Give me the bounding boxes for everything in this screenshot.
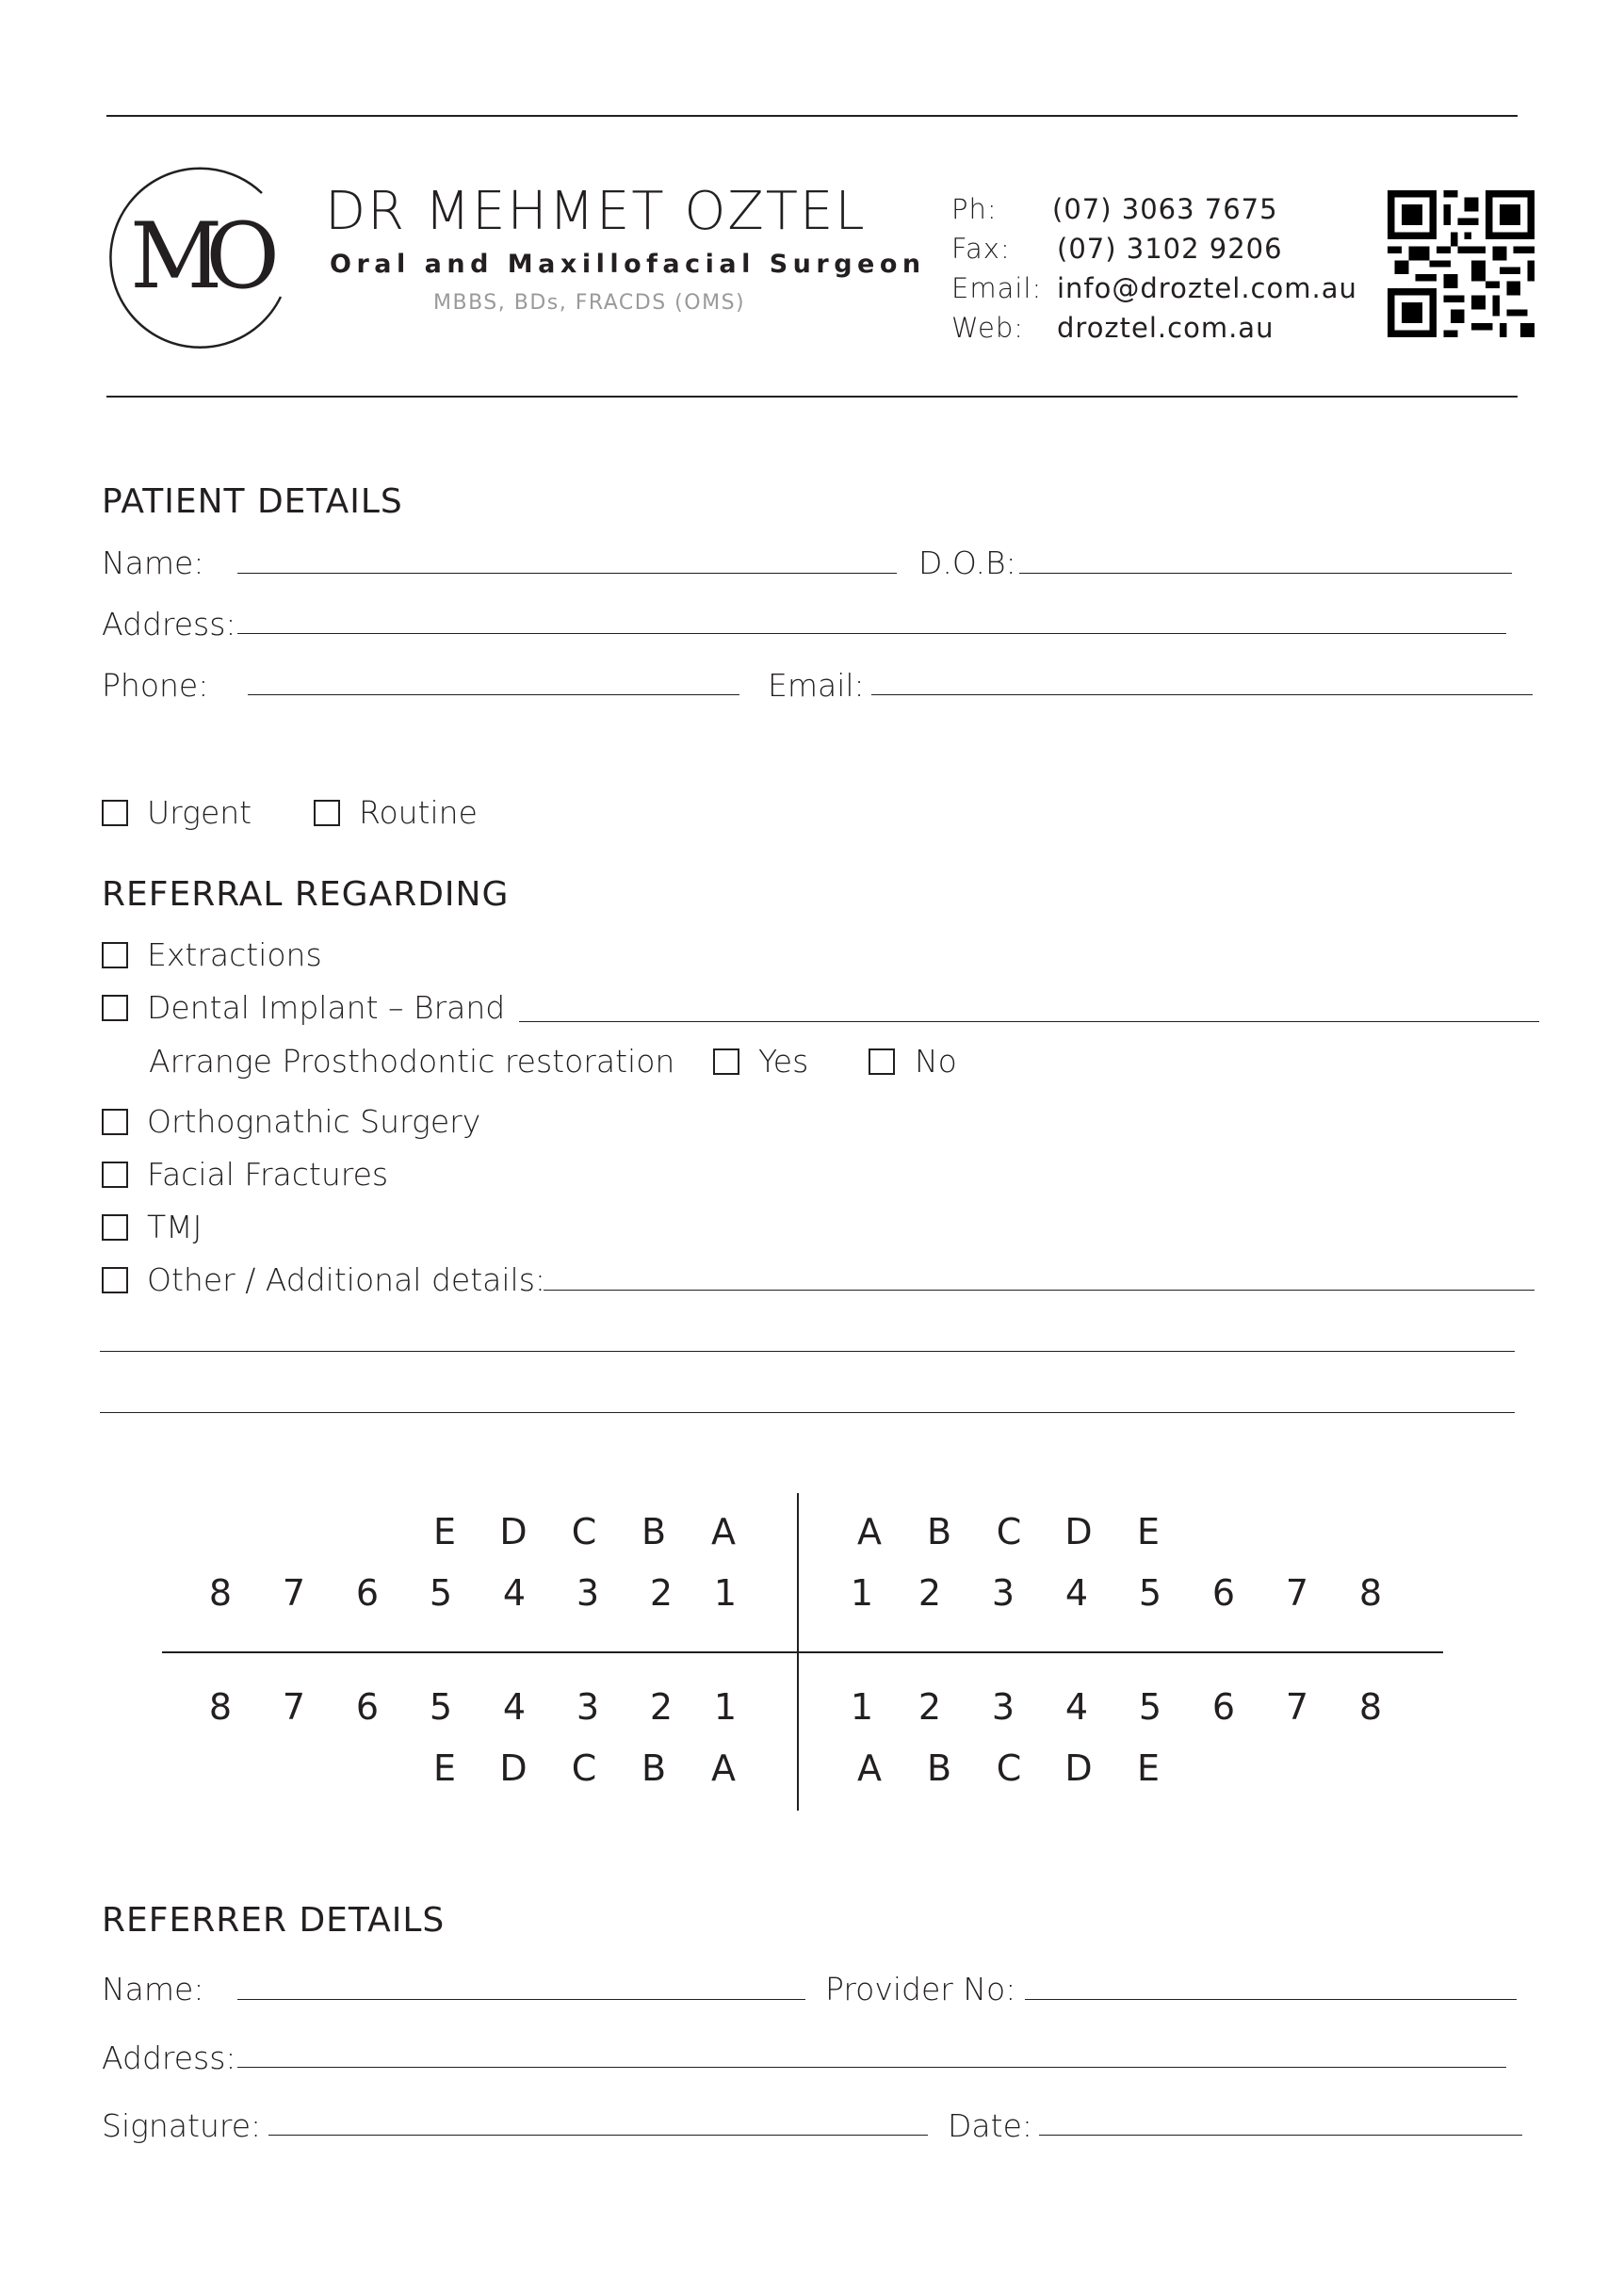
referrer-address-label: Address: bbox=[102, 2039, 236, 2076]
web-label: Web: bbox=[951, 312, 1024, 344]
tooth-label[interactable]: 4 bbox=[502, 1572, 527, 1614]
patient-details-title: PATIENT DETAILS bbox=[102, 482, 403, 521]
signature-label: Signature: bbox=[102, 2107, 262, 2144]
tooth-label[interactable]: 3 bbox=[576, 1686, 600, 1728]
tooth-label[interactable]: 1 bbox=[850, 1686, 874, 1728]
tooth-label[interactable]: 4 bbox=[502, 1686, 527, 1728]
facial-fractures-checkbox[interactable] bbox=[102, 1162, 128, 1188]
date-field[interactable] bbox=[1039, 2135, 1522, 2136]
tooth-label[interactable]: 7 bbox=[282, 1686, 306, 1728]
tooth-label[interactable]: A bbox=[857, 1747, 882, 1789]
tooth-label[interactable]: 6 bbox=[1211, 1572, 1236, 1614]
prosthodontic-yes-checkbox[interactable] bbox=[713, 1048, 739, 1075]
chart-vertical-axis bbox=[797, 1493, 799, 1811]
tooth-label[interactable]: C bbox=[996, 1511, 1022, 1552]
provider-number-label: Provider No: bbox=[825, 1971, 1016, 2007]
signature-field[interactable] bbox=[268, 2135, 928, 2136]
patient-dob-label: D.O.B: bbox=[918, 544, 1016, 581]
tooth-label[interactable]: 6 bbox=[355, 1572, 380, 1614]
tooth-label[interactable]: 7 bbox=[1285, 1686, 1309, 1728]
tooth-label[interactable]: 8 bbox=[1358, 1686, 1383, 1728]
tooth-label[interactable]: 8 bbox=[208, 1572, 233, 1614]
tooth-label[interactable]: D bbox=[1064, 1747, 1093, 1789]
patient-name-label: Name: bbox=[102, 544, 204, 581]
tooth-label[interactable]: 7 bbox=[282, 1572, 306, 1614]
specialty: Oral and Maxillofacial Surgeon bbox=[330, 250, 926, 279]
fax-label: Fax: bbox=[951, 233, 1011, 265]
header-top-rule bbox=[106, 115, 1518, 117]
implant-brand-field[interactable] bbox=[519, 1021, 1539, 1022]
patient-address-label: Address: bbox=[102, 606, 236, 642]
tooth-label[interactable]: 6 bbox=[355, 1686, 380, 1728]
tooth-label[interactable]: 2 bbox=[918, 1686, 942, 1728]
tooth-label[interactable]: B bbox=[926, 1747, 952, 1789]
header-bottom-rule bbox=[106, 396, 1518, 398]
chart-horizontal-axis bbox=[162, 1651, 1443, 1653]
email-value: info@droztel.com.au bbox=[1057, 272, 1357, 304]
tooth-label[interactable]: 5 bbox=[429, 1686, 453, 1728]
patient-email-label: Email: bbox=[768, 667, 865, 704]
patient-email-field[interactable] bbox=[871, 694, 1533, 695]
prosthodontic-no-checkbox[interactable] bbox=[869, 1048, 895, 1075]
tooth-label[interactable]: 5 bbox=[1138, 1686, 1162, 1728]
routine-label: Routine bbox=[359, 794, 478, 831]
tooth-label[interactable]: 2 bbox=[918, 1572, 942, 1614]
tooth-label[interactable]: C bbox=[571, 1747, 597, 1789]
doctor-name: DR MEHMET OZTEL bbox=[325, 181, 867, 242]
fax-value: (07) 3102 9206 bbox=[1057, 233, 1283, 265]
prosthodontic-yes-label: Yes bbox=[758, 1043, 809, 1080]
date-label: Date: bbox=[948, 2107, 1032, 2144]
tooth-label[interactable]: 4 bbox=[1064, 1572, 1089, 1614]
patient-dob-field[interactable] bbox=[1019, 573, 1512, 574]
extractions-checkbox[interactable] bbox=[102, 942, 128, 968]
additional-details-line-1[interactable] bbox=[100, 1351, 1515, 1352]
tooth-label[interactable]: 1 bbox=[713, 1572, 738, 1614]
tooth-label[interactable]: B bbox=[641, 1511, 667, 1552]
patient-phone-field[interactable] bbox=[248, 694, 739, 695]
tooth-label[interactable]: 1 bbox=[713, 1686, 738, 1728]
tooth-label[interactable]: 8 bbox=[1358, 1572, 1383, 1614]
referrer-address-field[interactable] bbox=[237, 2067, 1506, 2068]
dental-implant-label: Dental Implant – Brand bbox=[147, 989, 506, 1026]
tooth-label[interactable]: E bbox=[1136, 1747, 1160, 1789]
tooth-label[interactable]: D bbox=[1064, 1511, 1093, 1552]
tooth-label[interactable]: 3 bbox=[576, 1572, 600, 1614]
tmj-label: TMJ bbox=[147, 1209, 203, 1245]
tooth-label[interactable]: C bbox=[571, 1511, 597, 1552]
routine-checkbox[interactable] bbox=[314, 800, 340, 826]
extractions-label: Extractions bbox=[147, 936, 322, 973]
tooth-label[interactable]: 4 bbox=[1064, 1686, 1089, 1728]
tooth-label[interactable]: C bbox=[996, 1747, 1022, 1789]
tooth-label[interactable]: E bbox=[1136, 1511, 1160, 1552]
referral-regarding-title: REFERRAL REGARDING bbox=[102, 875, 510, 914]
logo bbox=[102, 155, 300, 353]
referrer-details-title: REFERRER DETAILS bbox=[102, 1901, 446, 1940]
tooth-label[interactable]: A bbox=[711, 1747, 736, 1789]
tooth-label[interactable]: 5 bbox=[1138, 1572, 1162, 1614]
tooth-label[interactable]: 2 bbox=[649, 1686, 674, 1728]
urgent-checkbox[interactable] bbox=[102, 800, 128, 826]
patient-name-field[interactable] bbox=[237, 573, 897, 574]
tooth-label[interactable]: B bbox=[641, 1747, 667, 1789]
provider-number-field[interactable] bbox=[1025, 1999, 1517, 2000]
urgent-label: Urgent bbox=[147, 794, 252, 831]
tooth-label[interactable]: B bbox=[926, 1511, 952, 1552]
logo-monogram: MO bbox=[130, 203, 263, 309]
orthognathic-label: Orthognathic Surgery bbox=[147, 1103, 481, 1140]
patient-address-field[interactable] bbox=[237, 633, 1506, 634]
tooth-label[interactable]: D bbox=[499, 1747, 528, 1789]
tooth-label[interactable]: 1 bbox=[850, 1572, 874, 1614]
tooth-label[interactable]: 3 bbox=[991, 1572, 1015, 1614]
tmj-checkbox[interactable] bbox=[102, 1214, 128, 1241]
phone-label: Ph: bbox=[951, 193, 998, 225]
referrer-name-field[interactable] bbox=[237, 1999, 805, 2000]
tooth-label[interactable]: E bbox=[432, 1511, 456, 1552]
qualifications: MBBS, BDs, FRACDS (OMS) bbox=[433, 291, 746, 315]
tooth-label[interactable]: 2 bbox=[649, 1572, 674, 1614]
additional-details-line-2[interactable] bbox=[100, 1412, 1515, 1413]
qr-code-icon bbox=[1388, 190, 1535, 337]
patient-phone-label: Phone: bbox=[102, 667, 209, 704]
referrer-name-label: Name: bbox=[102, 1971, 204, 2007]
email-label: Email: bbox=[951, 272, 1043, 304]
prosthodontic-label: Arrange Prosthodontic restoration bbox=[149, 1043, 675, 1080]
tooth-label[interactable]: 5 bbox=[429, 1572, 453, 1614]
tooth-label[interactable]: 3 bbox=[991, 1686, 1015, 1728]
tooth-label[interactable]: A bbox=[857, 1511, 882, 1552]
other-details-field[interactable] bbox=[544, 1290, 1535, 1291]
other-checkbox[interactable] bbox=[102, 1267, 128, 1293]
tooth-label[interactable]: 7 bbox=[1285, 1572, 1309, 1614]
other-label: Other / Additional details: bbox=[147, 1261, 546, 1298]
web-value: droztel.com.au bbox=[1057, 312, 1275, 344]
dental-implant-checkbox[interactable] bbox=[102, 995, 128, 1021]
tooth-label[interactable]: A bbox=[711, 1511, 736, 1552]
orthognathic-checkbox[interactable] bbox=[102, 1109, 128, 1135]
tooth-label[interactable]: 8 bbox=[208, 1686, 233, 1728]
tooth-label[interactable]: E bbox=[432, 1747, 456, 1789]
tooth-label[interactable]: 6 bbox=[1211, 1686, 1236, 1728]
tooth-label[interactable]: D bbox=[499, 1511, 528, 1552]
prosthodontic-no-label: No bbox=[915, 1043, 957, 1080]
facial-fractures-label: Facial Fractures bbox=[147, 1156, 389, 1193]
phone-value: (07) 3063 7675 bbox=[1052, 193, 1278, 225]
